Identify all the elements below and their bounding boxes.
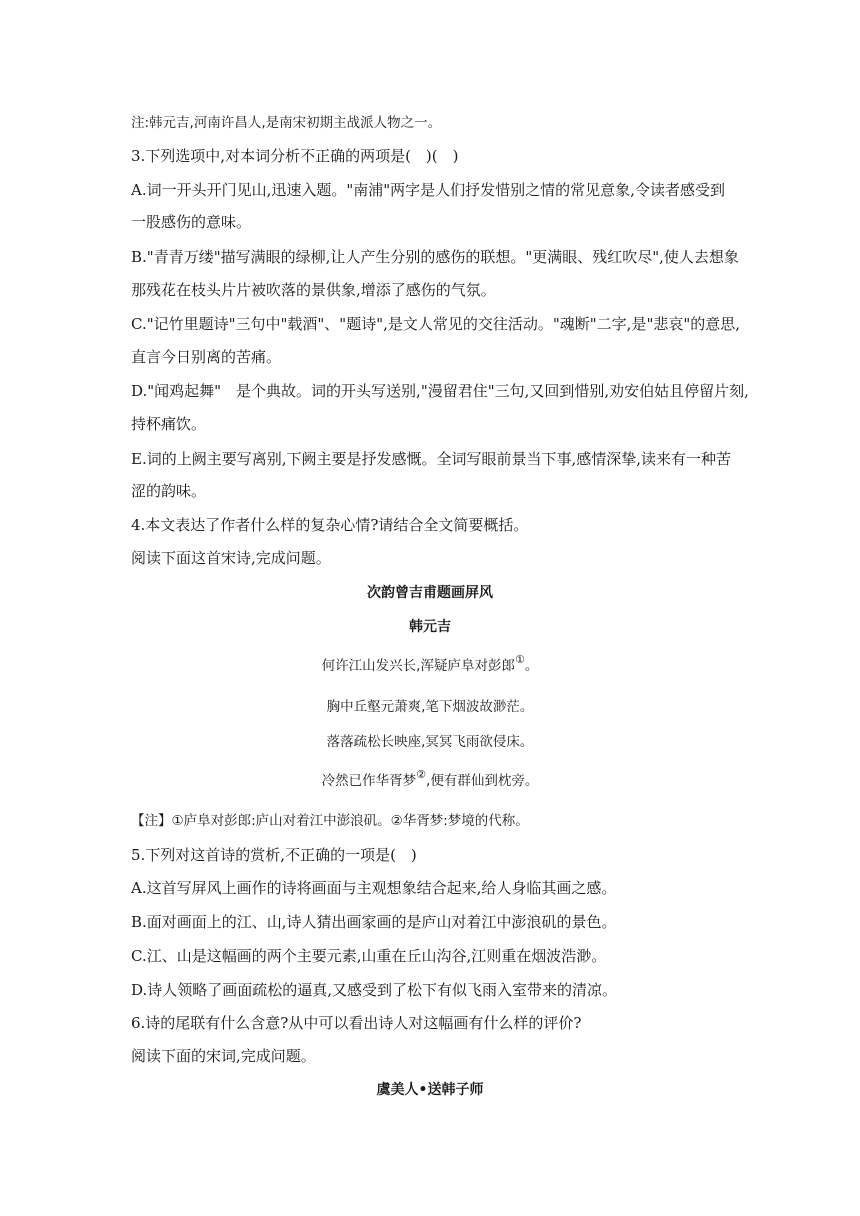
poem-author: 韩元吉	[409, 619, 451, 635]
q5-option-d: D.诗人领略了画面疏松的逼真,又感受到了松下有似飞雨入室带来的清凉。	[131, 981, 618, 999]
q3-option-b-line2: 那残花在枝头片片被吹落的景供象,增添了感伤的气氛。	[131, 281, 496, 299]
poem-line-4: 冷然已作华胥梦②,便有群仙到枕旁。	[321, 768, 539, 789]
q3-option-e-line1: E.词的上阙主要写离别,下阙主要是抒发感慨。全词写眼前景当下事,感情深挚,读来有一种苦	[131, 450, 732, 468]
q3-option-e-line2: 涩的韵味。	[131, 482, 207, 500]
q3-option-a-line2: 一股感伤的意味。	[131, 213, 252, 231]
q5-option-c: C.江、山是这幅画的两个主要元素,山重在丘山沟谷,江则重在烟波浩渺。	[131, 947, 607, 965]
q3-option-c-line2: 直言今日别离的苦痛。	[131, 348, 282, 366]
question-5: 5.下列对这首诗的赏析,不正确的一项是( )	[131, 846, 417, 864]
poem-title: 次韵曾吉甫题画屏风	[367, 585, 493, 601]
reading-intro-ci: 阅读下面的宋词,完成问题。	[131, 1047, 316, 1065]
poem-line-3: 落落疏松长映座,冥冥飞雨欲侵床。	[326, 734, 534, 750]
q3-option-d-line1: D."闻鸡起舞" 是个典故。词的开头写送别,"漫留君住"三句,又回到惜别,劝安伯姑且停留片刻,	[131, 382, 749, 400]
question-3: 3.下列选项中,对本词分析不正确的两项是( )( )	[131, 147, 459, 165]
q3-option-c-line1: C."记竹里题诗"三句中"载酒"、"题诗",是文人常见的交往活动。"魂断"二字,是"悲哀"的意思,	[131, 315, 741, 333]
reading-intro-poem: 阅读下面这首宋诗,完成问题。	[131, 549, 331, 567]
q3-option-d-line2: 持杯痛饮。	[131, 415, 207, 433]
author-note: 注:韩元吉,河南许昌人,是南宋初期主战派人物之一。	[131, 115, 442, 131]
poem-line-2: 胸中丘壑元萧爽,笔下烟波故渺茫。	[326, 699, 534, 715]
q5-option-b: B.面对画面上的江、山,诗人猜出画家画的是庐山对着江中澎浪矶的景色。	[131, 913, 617, 931]
poem-line-1: 何许江山发兴长,浑疑庐阜对彭郎①。	[321, 653, 539, 674]
question-6: 6.诗的尾联有什么含意?从中可以看出诗人对这幅画有什么样的评价?	[131, 1014, 582, 1032]
footnote-marker-1: ①	[514, 653, 525, 666]
q3-option-a-line1: A.词一开头开门见山,迅速入题。"南浦"两字是人们抒发惜别之情的常见意象,令读者感受到	[131, 181, 725, 199]
q3-option-b-line1: B."青青万缕"描写满眼的绿柳,让人产生分别的感伤的联想。"更满眼、残红吹尽",使人去想象	[131, 248, 739, 266]
q5-option-a: A.这首写屏风上画作的诗将画面与主观想象结合起来,给人身临其画之感。	[131, 879, 617, 897]
poem-footnote: 【注】①庐阜对彭郎:庐山对着江中澎浪矶。②华胥梦:梦境的代称。	[131, 813, 529, 829]
footnote-marker-2: ②	[416, 768, 427, 781]
ci-title: 虞美人•送韩子师	[376, 1082, 484, 1098]
question-4: 4.本文表达了作者什么样的复杂心情?请结合全文简要概括。	[131, 516, 529, 534]
